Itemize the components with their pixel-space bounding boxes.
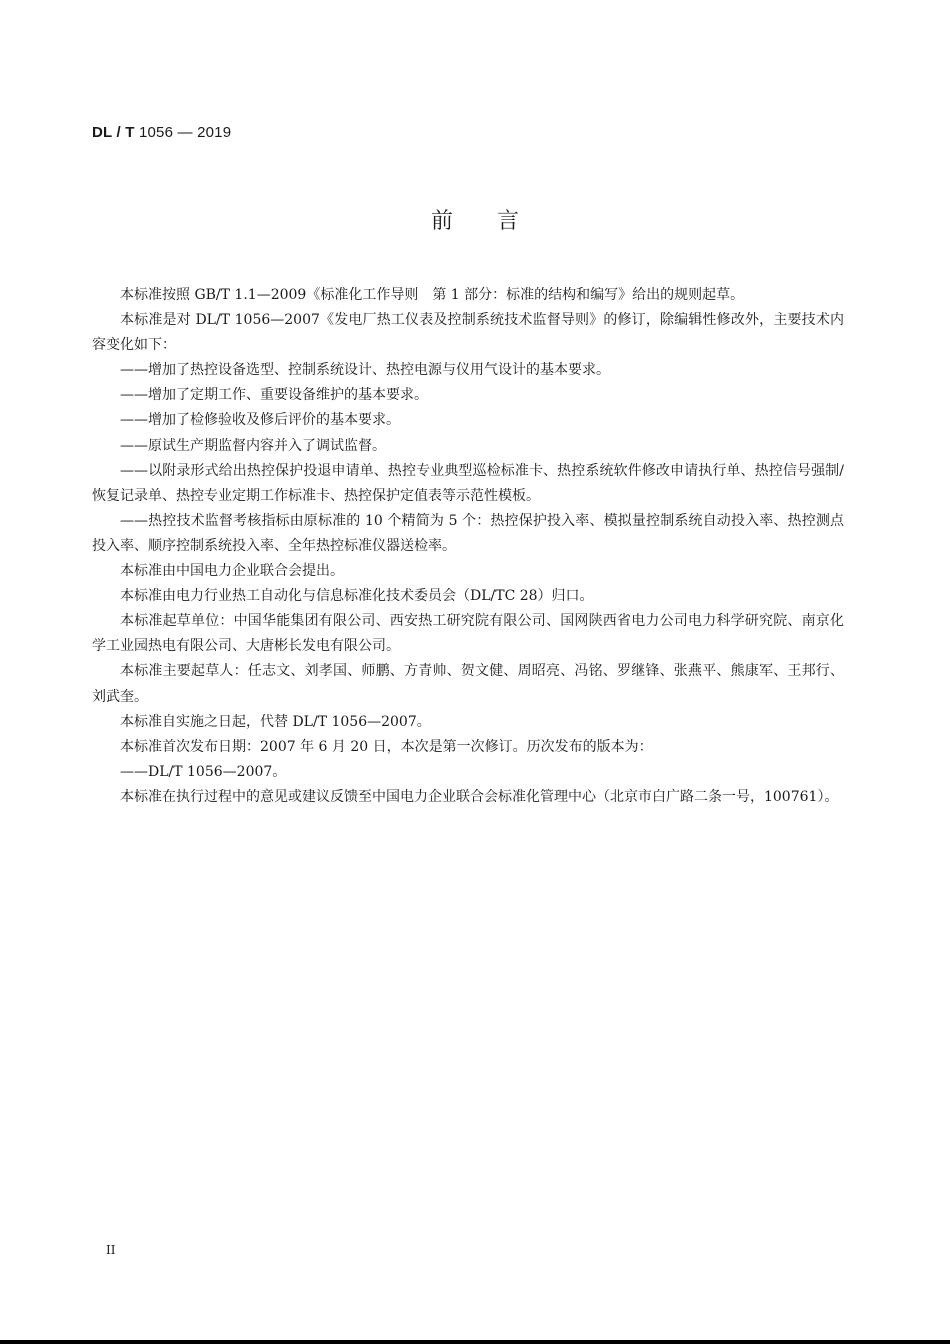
bottom-rule (0, 1340, 950, 1344)
foreword-body (92, 283, 844, 810)
paragraph: 本标准主要起草人：任志文、刘孝国、师鹏、方青帅、贺文健、周昭亮、冯铭、罗继锋、张燕平、熊康军、王邦行、刘武奎。 (92, 663, 844, 705)
page-number: II (106, 1243, 116, 1257)
paragraph: 本标准首次发布日期：2007 年 6 月 20 日，本次是第一次修订。历次发布的版本为： (120, 738, 653, 755)
page-title: 前言 (430, 209, 563, 234)
list-item: ——以附录形式给出热控保护投退申请单、热控专业典型巡检标准卡、热控系统软件修改申请执行单、热控信号强制/恢复记录单、热控专业定期工作标准卡、热控保护定值表等示范性模板。 (92, 462, 844, 504)
list-item: ——DL/T 1056—2007。 (120, 763, 287, 780)
paragraph: 本标准是对 DL/T 1056—2007《发电厂热工仪表及控制系统技术监督导则》的修订，除编辑性修改外，主要技术内容变化如下： (92, 312, 844, 354)
standard-code (92, 124, 231, 141)
standard-code-number: 1056 — 2019 (134, 124, 232, 141)
list-item: ——热控技术监督考核指标由原标准的 10 个精简为 5 个：热控保护投入率、模拟量控制系统自动投入率、热控测点投入率、顺序控制系统投入率、全年热控标准仪器送检率。 (92, 512, 844, 554)
paragraph: 本标准由中国电力企业联合会提出。 (120, 563, 344, 580)
paragraph: 本标准由电力行业热工自动化与信息标准化技术委员会（DL/TC 28）归口。 (120, 588, 594, 605)
list-item: ——原试生产期监督内容并入了调试监督。 (120, 437, 386, 454)
list-item: ——增加了检修验收及修后评价的基本要求。 (120, 412, 400, 429)
list-item: ——增加了热控设备选型、控制系统设计、热控电源与仪用气设计的基本要求。 (120, 362, 610, 379)
paragraph: 本标准按照 GB/T 1.1—2009《标准化工作导则 第 1 部分：标准的结构和编写》给出的规则起草。 (120, 287, 745, 303)
paragraph: 本标准自实施之日起，代替 DL/T 1056—2007。 (120, 713, 431, 730)
paragraph: 本标准起草单位：中国华能集团有限公司、西安热工研究院有限公司、国网陕西省电力公司电力科学研究院、南京化学工业园热电有限公司、大唐彬长发电有限公司。 (92, 613, 844, 655)
list-item: ——增加了定期工作、重要设备维护的基本要求。 (120, 387, 428, 404)
paragraph: 本标准在执行过程中的意见或建议反馈至中国电力企业联合会标准化管理中心（北京市白广路二条一号，100761）。 (120, 788, 839, 805)
standard-code-prefix: DL / T (92, 124, 135, 141)
